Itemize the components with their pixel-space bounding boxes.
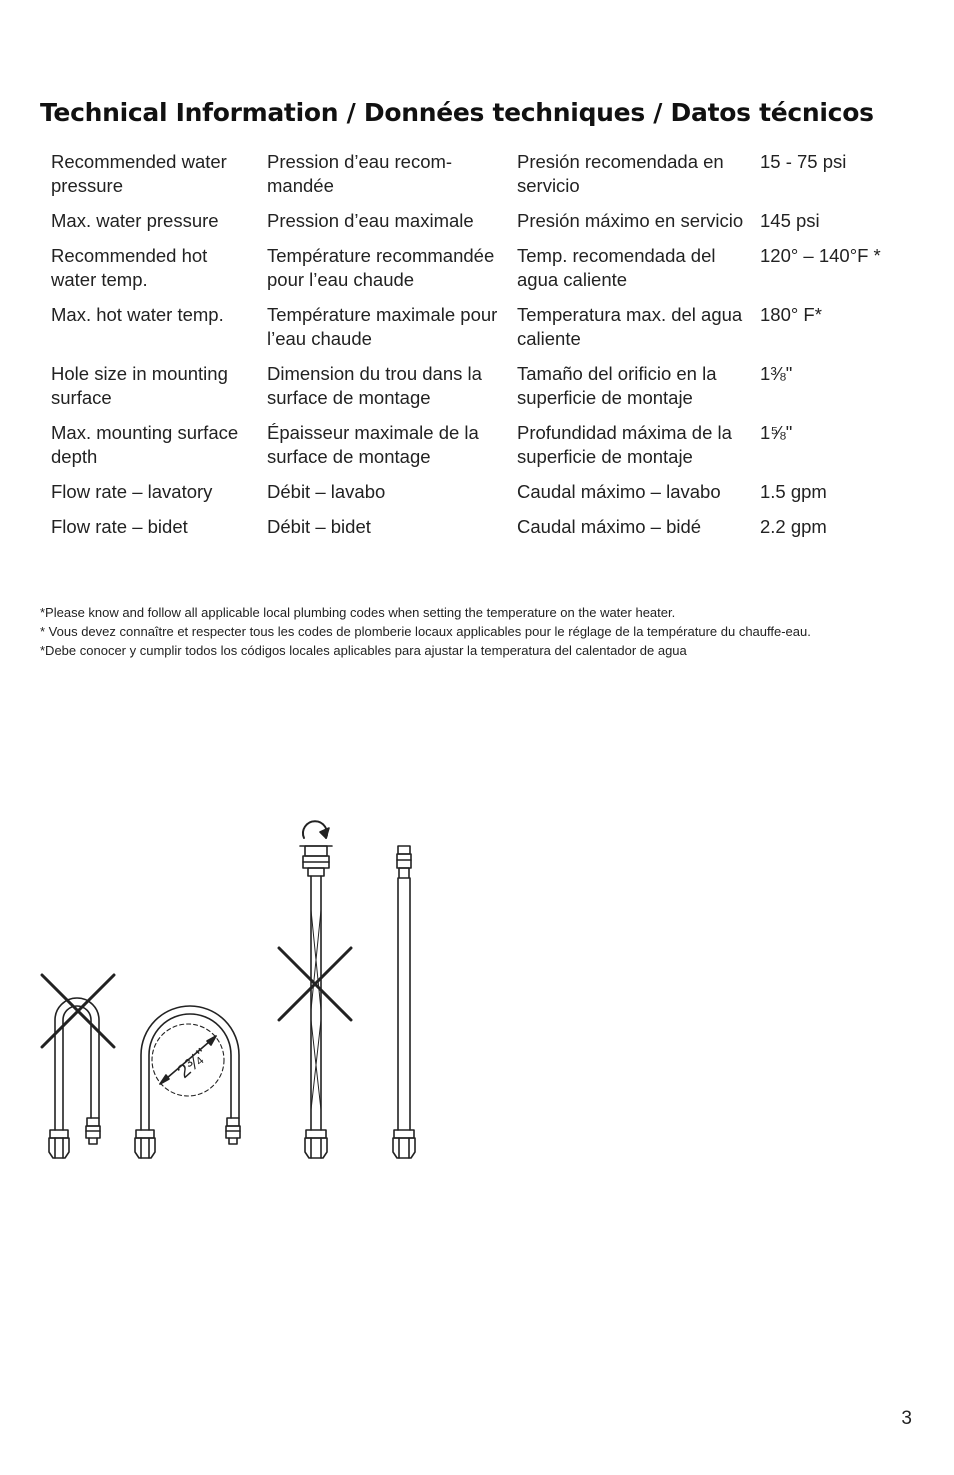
spec-label-es: Temp. recomendada del agua caliente [517,245,716,290]
spec-value: 15 - 75 psi [760,151,847,172]
spec-label-fr: Débit – lavabo [267,481,386,502]
spec-label-en: Max. water pressure [51,210,219,231]
spec-label-es: Temperatura max. del agua caliente [517,304,743,349]
twisted-hose [300,821,332,1158]
spec-value: 2.2 gpm [760,516,827,537]
spec-value: 145 psi [760,210,820,231]
table-row [44,303,916,362]
spec-label-es: Tamaño del orificio en la superficie de montaje [517,363,717,408]
straight-hose [393,846,415,1158]
table-row [44,515,916,550]
prohibited-x-icon [42,975,114,1047]
spec-label-en: Max. mounting surface depth [51,422,239,467]
spec-label-es: Caudal máximo – bidé [517,516,702,537]
spec-value: 1⅝" [760,422,793,443]
spec-label-es: Caudal máximo – lavabo [517,481,721,502]
spec-value: 120° – 140°F * [760,245,881,266]
table-row [44,421,916,480]
spec-label-es: Presión máximo en servicio [517,210,744,231]
spec-label-en: Flow rate – bidet [51,516,188,537]
supply-hose-diagram [0,800,460,1180]
spec-label-fr: Pression d’eau recom-mandée [267,151,453,196]
page-title: Technical Information / Données techniques / Datos técnicos [40,98,874,127]
footnotes [40,603,860,660]
spec-value: 1⅜" [760,363,793,384]
spec-label-fr: Température recommandée pour l’eau chaude [267,245,495,290]
spec-label-en: Recommended hot water temp. [51,245,208,290]
table-row [44,362,916,421]
prohibited-x-icon [279,948,351,1020]
spec-label-en: Max. hot water temp. [51,304,224,325]
spec-label-es: Presión recomendada en servicio [517,151,724,196]
footnote-es: *Debe conocer y cumplir todos los códigos locales aplicables para ajustar la temperatura del calentador de agua [40,643,687,658]
spec-label-fr: Dimension du trou dans la surface de montage [267,363,482,408]
bend-radius-label: 2¾" [173,1044,213,1083]
footnote-en: *Please know and follow all applicable local plumbing codes when setting the temperature on the water heater. [40,605,676,620]
tight-bend-hose [49,998,100,1158]
spec-label-fr: Température maximale pour l’eau chaude [267,304,498,349]
page-number: 3 [901,1408,912,1429]
spec-label-en: Flow rate – lavatory [51,481,213,502]
spec-value: 1.5 gpm [760,481,827,502]
spec-label-fr: Épaisseur maximale de la surface de montage [267,422,479,467]
table-row [44,209,916,244]
spec-label-en: Hole size in mounting surface [51,363,228,408]
spec-label-fr: Pression d’eau maximale [267,210,474,231]
table-row [44,480,916,515]
spec-label-fr: Débit – bidet [267,516,371,537]
footnote-fr: * Vous devez connaître et respecter tous les codes de plomberie locaux applicables pour le réglage de la température du chauffe-eau. [40,624,811,639]
table-row [44,244,916,303]
spec-label-es: Profundidad máxima de la superficie de montaje [517,422,732,467]
spec-label-en: Recommended water pressure [51,151,227,196]
spec-value: 180° F* [760,304,822,325]
technical-specs-table [44,150,916,550]
table-row [44,150,916,209]
